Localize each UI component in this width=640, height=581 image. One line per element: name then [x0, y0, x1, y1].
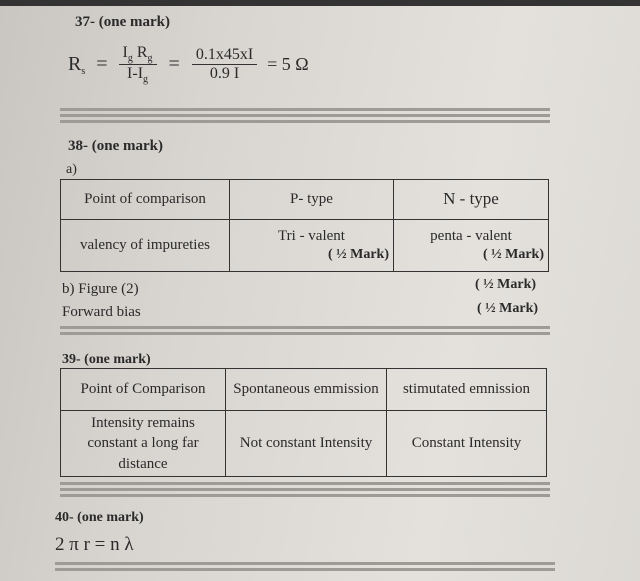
q37-result: = 5 Ω [267, 54, 309, 74]
page-top-edge [0, 0, 640, 6]
q37-heading: 37- (one mark) [75, 14, 170, 30]
separator-2 [60, 326, 550, 338]
q38-part-b-mark: ( ½ Mark) [475, 277, 537, 292]
q38-row-label: valency of impureties [61, 220, 230, 272]
q39-header-comparison: Point of Comparison [61, 369, 226, 411]
q39-heading: 39- (one mark) [62, 352, 151, 367]
q40-heading: 40- (one mark) [55, 510, 144, 525]
q38-p-value: Tri - valent [278, 227, 345, 244]
q37-num1-a: I [122, 44, 128, 61]
q38-n-cell [394, 220, 549, 272]
q39-spontaneous-value: Not constant Intensity [226, 411, 387, 477]
q37-fraction-1 [119, 44, 157, 85]
q37-den1: I-I [127, 65, 144, 82]
q38-p-cell [230, 220, 394, 272]
q39-header-spontaneous: Spontaneous emmission [226, 369, 387, 411]
q38-part-a: a) [66, 162, 77, 177]
q39-header-stimulated: stimutated emnission [387, 369, 547, 411]
q38-header-n-type: N - type [394, 180, 549, 220]
q38-part-b: b) Figure (2) [62, 281, 139, 297]
separator-1 [60, 108, 550, 126]
q38-header-p-type: P- type [230, 180, 394, 220]
q37-num1-b: R [136, 44, 148, 61]
q37-num2: 0.1x45xI [192, 46, 257, 65]
q38-n-value: penta - valent [430, 227, 512, 244]
separator-4 [55, 562, 555, 574]
q37-lhs-sub: s [81, 65, 86, 77]
q38-table [60, 179, 549, 272]
q38-forward-mark: ( ½ Mark) [477, 301, 539, 316]
q37-lhs: R [68, 52, 82, 75]
q37-den2: 0.9 I [209, 65, 240, 82]
q38-n-mark: ( ½ Mark) [482, 247, 544, 263]
q37-num1-a-sub: g [127, 53, 133, 64]
q37-fraction-2 [192, 46, 257, 83]
q38-heading: 38- (one mark) [68, 138, 163, 154]
q37-num1-b-sub: g [147, 53, 153, 64]
q39-stimulated-value: Constant Intensity [387, 411, 547, 477]
q40-formula: 2 π r = n λ [55, 534, 134, 555]
q39-row-intensity: Intensity remains constant a long far distance [61, 411, 226, 477]
q37-formula: $R_s$ = $\frac{I_g R_g}{I-I_g}$ = $\frac{0.1x45xI}{0.9 I}$ = 5 Ω [68, 44, 309, 85]
q37-den1-sub: g [143, 74, 149, 85]
separator-3 [60, 482, 550, 500]
q39-table [60, 368, 547, 477]
q38-header-comparison: Point of comparison [61, 180, 230, 220]
q38-p-mark: ( ½ Mark) [327, 247, 389, 263]
q38-forward-bias: Forward bias [62, 304, 141, 320]
